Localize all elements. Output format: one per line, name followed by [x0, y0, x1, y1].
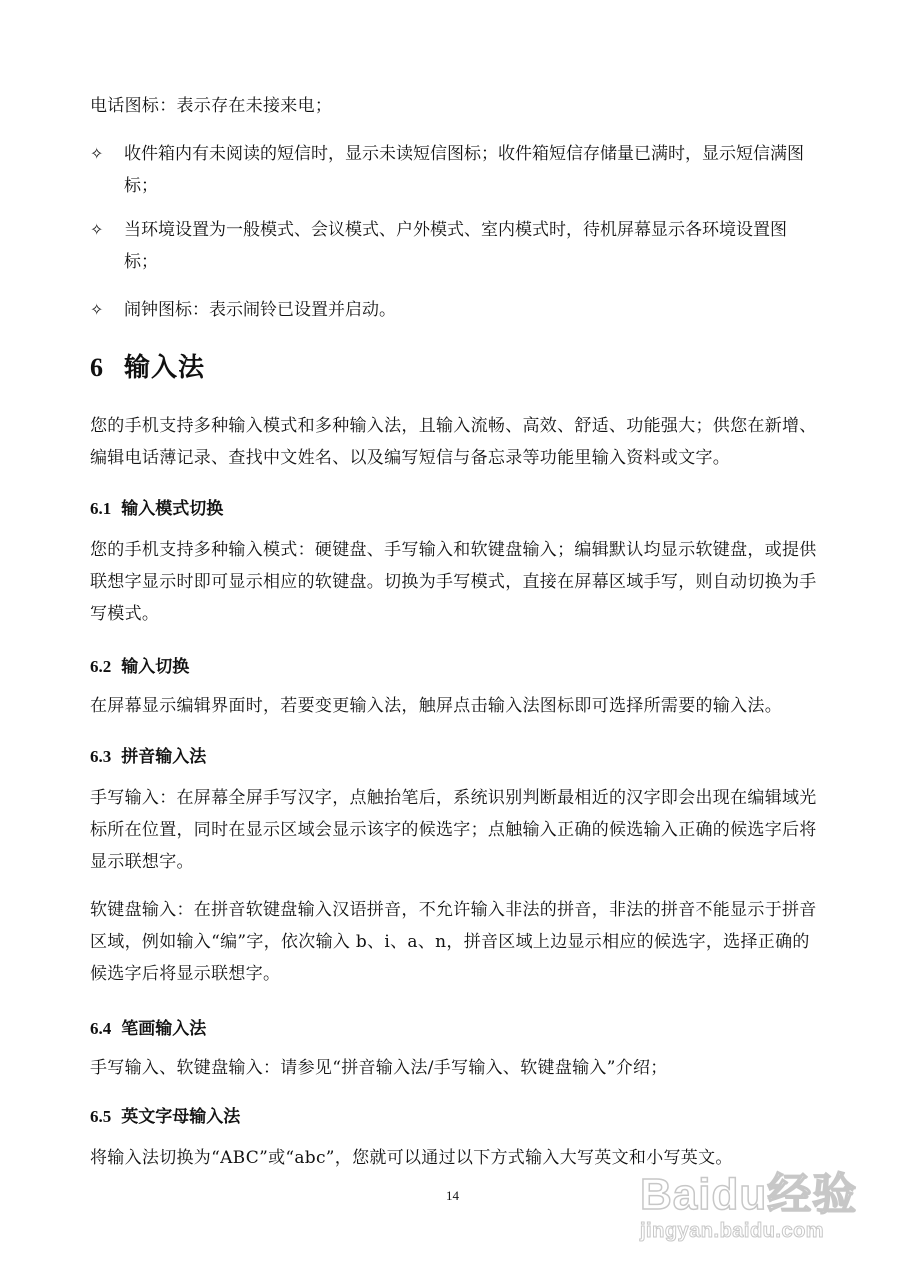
section-title: 输入法	[124, 353, 206, 383]
section-heading-6	[90, 347, 205, 384]
subsection-heading-6-4	[90, 1014, 206, 1039]
subsection-6-4-body: 手写输入、软键盘输入：请参见“拼音输入法/手写输入、软键盘输入”介绍；	[90, 1058, 668, 1078]
bullet-text: 闹钟图标：表示闹铃已设置并启动。	[124, 300, 396, 320]
subsection-title: 英文字母输入法	[121, 1107, 241, 1127]
subsection-title: 拼音输入法	[121, 747, 207, 767]
bullet-item-alarm	[90, 294, 820, 326]
subsection-number: 6.4	[90, 1019, 112, 1038]
bullet-item-profile	[90, 214, 820, 278]
subsection-6-2-body: 在屏幕显示编辑界面时，若要变更输入法，触屏点击输入法图标即可选择所需要的输入法。	[90, 696, 782, 716]
subsection-heading-6-2	[90, 652, 189, 677]
subsection-number: 6.3	[90, 747, 112, 766]
subsection-heading-6-1	[90, 494, 223, 519]
diamond-bullet-icon: ✧	[90, 300, 104, 319]
diamond-bullet-icon: ✧	[90, 220, 104, 239]
section-number: 6	[90, 353, 104, 382]
subsection-title: 输入切换	[121, 657, 190, 677]
watermark-url: jingyan.baidu.com	[640, 1220, 825, 1242]
subsection-number: 6.1	[90, 499, 112, 518]
subsection-heading-6-3	[90, 742, 206, 767]
subsection-6-3-body-handwriting: 手写输入：在屏幕全屏手写汉字，点触抬笔后，系统识别判断最相近的汉字即会出现在编辑域光标所在位置，同时在显示区域会显示该字的候选字；点触输入正确的候选输入正确的候选字后将显示联想字。	[90, 788, 817, 872]
subsection-number: 6.2	[90, 657, 112, 676]
subsection-heading-6-5	[90, 1102, 240, 1127]
subsection-6-5-body: 将输入法切换为“ABC”或“abc”，您就可以通过以下方式输入大写英文和小写英文。	[90, 1148, 733, 1168]
subsection-6-3-body-softkeyboard: 软键盘输入：在拼音软键盘输入汉语拼音，不允许输入非法的拼音，非法的拼音不能显示于拼音区域，例如输入“编”字，依次输入 b、i、a、n，拼音区域上边显示相应的候选字，选择正确的候选字后将显示联想字。	[90, 900, 817, 984]
intro-line: 电话图标：表示存在未接来电；	[90, 96, 333, 116]
subsection-title: 输入模式切换	[121, 499, 224, 519]
bullet-text: 当环境设置为一般模式、会议模式、户外模式、室内模式时，待机屏幕显示各环境设置图标；	[124, 220, 787, 272]
bullet-text: 收件箱内有未阅读的短信时，显示未读短信图标；收件箱短信存储量已满时，显示短信满图标；	[124, 144, 804, 196]
subsection-title: 笔画输入法	[121, 1019, 207, 1039]
baidu-jingyan-watermark	[640, 1150, 890, 1260]
page-number: 14	[446, 1188, 459, 1203]
diamond-bullet-icon: ✧	[90, 144, 104, 163]
subsection-6-1-body: 您的手机支持多种输入模式：硬键盘、手写输入和软键盘输入；编辑默认均显示软键盘，或提供联想字显示时即可显示相应的软键盘。切换为手写模式，直接在屏幕区域手写，则自动切换为手写模式。	[90, 540, 817, 624]
watermark-logo: Baidu经验	[640, 1170, 858, 1219]
subsection-number: 6.5	[90, 1107, 112, 1126]
section-6-intro: 您的手机支持多种输入模式和多种输入法，且输入流畅、高效、舒适、功能强大；供您在新增、编辑电话薄记录、查找中文姓名、以及编写短信与备忘录等功能里输入资料或文字。	[90, 416, 817, 468]
bullet-item-sms	[90, 138, 820, 202]
